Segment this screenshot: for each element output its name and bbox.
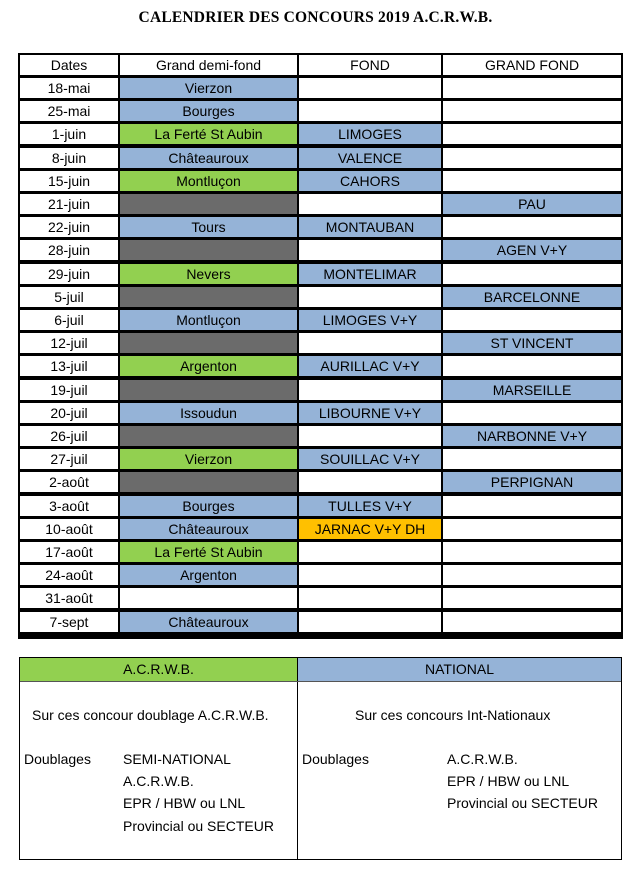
legend-left-item: EPR / HBW ou LNL bbox=[123, 795, 246, 811]
grand-fond-cell bbox=[443, 310, 621, 330]
fond-cell bbox=[299, 194, 441, 214]
fond-cell: LIMOGES V+Y bbox=[299, 310, 441, 330]
grand-fond-cell bbox=[443, 217, 621, 237]
grand-demi-fond-cell: Vierzon bbox=[120, 78, 297, 98]
date-cell: 12-juil bbox=[20, 333, 118, 353]
grand-fond-cell: PERPIGNAN bbox=[443, 472, 621, 492]
grand-demi-fond-cell bbox=[120, 240, 297, 260]
date-cell: 8-juin bbox=[20, 148, 118, 168]
grand-demi-fond-cell: Issoudun bbox=[120, 403, 297, 423]
legend-right-item: Provincial ou SECTEUR bbox=[447, 795, 598, 811]
date-cell: 7-sept bbox=[20, 612, 118, 632]
fond-cell bbox=[299, 472, 441, 492]
fond-cell bbox=[299, 588, 441, 608]
grand-fond-cell bbox=[443, 101, 621, 121]
date-cell: 27-juil bbox=[20, 449, 118, 469]
grand-demi-fond-cell: Châteauroux bbox=[120, 612, 297, 632]
grand-demi-fond-cell bbox=[120, 588, 297, 608]
grand-fond-cell: PAU bbox=[443, 194, 621, 214]
grand-fond-cell bbox=[443, 124, 621, 144]
date-cell: 3-août bbox=[20, 496, 118, 516]
header-fond: FOND bbox=[299, 55, 441, 75]
legend-right-item: EPR / HBW ou LNL bbox=[447, 773, 570, 789]
grand-fond-cell bbox=[443, 496, 621, 516]
grand-demi-fond-cell: Châteauroux bbox=[120, 519, 297, 539]
grand-fond-cell: MARSEILLE bbox=[443, 380, 621, 400]
grand-demi-fond-cell: Argenton bbox=[120, 356, 297, 376]
legend-left-item: SEMI-NATIONAL bbox=[123, 751, 231, 767]
grand-fond-cell bbox=[443, 356, 621, 376]
fond-cell bbox=[299, 565, 441, 585]
grand-fond-cell bbox=[443, 449, 621, 469]
fond-cell bbox=[299, 101, 441, 121]
legend-right-item: A.C.R.W.B. bbox=[447, 751, 518, 767]
fond-cell bbox=[299, 287, 441, 307]
grand-demi-fond-cell bbox=[120, 194, 297, 214]
grand-demi-fond-cell bbox=[120, 287, 297, 307]
date-cell: 10-août bbox=[20, 519, 118, 539]
grand-fond-cell bbox=[443, 565, 621, 585]
legend-header-acrwb: A.C.R.W.B. bbox=[20, 658, 297, 681]
grand-demi-fond-cell: Vierzon bbox=[120, 449, 297, 469]
fond-cell: SOUILLAC V+Y bbox=[299, 449, 441, 469]
date-cell: 21-juin bbox=[20, 194, 118, 214]
fond-cell: VALENCE bbox=[299, 148, 441, 168]
grand-demi-fond-cell: Bourges bbox=[120, 101, 297, 121]
grand-fond-cell bbox=[443, 78, 621, 98]
grand-fond-cell bbox=[443, 519, 621, 539]
fond-cell: TULLES V+Y bbox=[299, 496, 441, 516]
fond-cell: LIBOURNE V+Y bbox=[299, 403, 441, 423]
fond-cell bbox=[299, 78, 441, 98]
legend-right-intro: Sur ces concours Int-Nationaux bbox=[355, 707, 551, 723]
date-cell: 25-mai bbox=[20, 101, 118, 121]
fond-cell bbox=[299, 380, 441, 400]
grand-demi-fond-cell: Argenton bbox=[120, 565, 297, 585]
grand-demi-fond-cell: La Ferté St Aubin bbox=[120, 124, 297, 144]
date-cell: 29-juin bbox=[20, 264, 118, 284]
grand-fond-cell bbox=[443, 542, 621, 562]
grand-demi-fond-cell: Bourges bbox=[120, 496, 297, 516]
date-cell: 13-juil bbox=[20, 356, 118, 376]
grand-demi-fond-cell bbox=[120, 472, 297, 492]
grand-fond-cell bbox=[443, 612, 621, 632]
page-title: CALENDRIER DES CONCOURS 2019 A.C.R.W.B. bbox=[138, 9, 493, 26]
fond-cell: MONTAUBAN bbox=[299, 217, 441, 237]
legend-left-doublages-label: Doublages bbox=[24, 751, 91, 767]
fond-cell bbox=[299, 542, 441, 562]
date-cell: 15-juin bbox=[20, 171, 118, 191]
grand-fond-cell bbox=[443, 264, 621, 284]
fond-cell: CAHORS bbox=[299, 171, 441, 191]
grand-demi-fond-cell: Châteauroux bbox=[120, 148, 297, 168]
date-cell: 26-juil bbox=[20, 426, 118, 446]
legend-header-rule bbox=[20, 681, 621, 682]
date-cell: 20-juil bbox=[20, 403, 118, 423]
header-grand-fond: GRAND FOND bbox=[443, 55, 621, 75]
fond-cell: LIMOGES bbox=[299, 124, 441, 144]
date-cell: 2-août bbox=[20, 472, 118, 492]
legend-divider bbox=[297, 658, 298, 859]
date-cell: 28-juin bbox=[20, 240, 118, 260]
fond-cell bbox=[299, 333, 441, 353]
date-cell: 5-juil bbox=[20, 287, 118, 307]
fond-cell bbox=[299, 612, 441, 632]
date-cell: 17-août bbox=[20, 542, 118, 562]
header-grand-demi-fond: Grand demi-fond bbox=[120, 55, 297, 75]
grand-demi-fond-cell: Tours bbox=[120, 217, 297, 237]
grand-demi-fond-cell: La Ferté St Aubin bbox=[120, 542, 297, 562]
grand-demi-fond-cell bbox=[120, 380, 297, 400]
grand-fond-cell bbox=[443, 148, 621, 168]
date-cell: 19-juil bbox=[20, 380, 118, 400]
legend-header-national: NATIONAL bbox=[298, 658, 621, 681]
legend-left-item: A.C.R.W.B. bbox=[123, 773, 194, 789]
grand-demi-fond-cell bbox=[120, 333, 297, 353]
grand-fond-cell: AGEN V+Y bbox=[443, 240, 621, 260]
grand-demi-fond-cell bbox=[120, 426, 297, 446]
date-cell: 24-août bbox=[20, 565, 118, 585]
legend-right-doublages-label: Doublages bbox=[302, 751, 369, 767]
grand-demi-fond-cell: Montluçon bbox=[120, 171, 297, 191]
grand-demi-fond-cell: Nevers bbox=[120, 264, 297, 284]
calendar-table bbox=[18, 53, 623, 639]
legend-left-intro: Sur ces concour doublage A.C.R.W.B. bbox=[32, 707, 269, 723]
fond-cell bbox=[299, 426, 441, 446]
fond-cell bbox=[299, 240, 441, 260]
date-cell: 31-août bbox=[20, 588, 118, 608]
fond-cell: JARNAC V+Y DH bbox=[299, 519, 441, 539]
grand-fond-cell: ST VINCENT bbox=[443, 333, 621, 353]
grand-demi-fond-cell: Montluçon bbox=[120, 310, 297, 330]
date-cell: 1-juin bbox=[20, 124, 118, 144]
fond-cell: AURILLAC V+Y bbox=[299, 356, 441, 376]
grand-fond-cell bbox=[443, 588, 621, 608]
legend-left-item: Provincial ou SECTEUR bbox=[123, 818, 274, 834]
date-cell: 18-mai bbox=[20, 78, 118, 98]
fond-cell: MONTELIMAR bbox=[299, 264, 441, 284]
grand-fond-cell bbox=[443, 403, 621, 423]
grand-fond-cell: NARBONNE V+Y bbox=[443, 426, 621, 446]
grand-fond-cell: BARCELONNE bbox=[443, 287, 621, 307]
legend-table bbox=[19, 657, 622, 860]
header-dates: Dates bbox=[20, 55, 118, 75]
date-cell: 22-juin bbox=[20, 217, 118, 237]
grand-fond-cell bbox=[443, 171, 621, 191]
date-cell: 6-juil bbox=[20, 310, 118, 330]
